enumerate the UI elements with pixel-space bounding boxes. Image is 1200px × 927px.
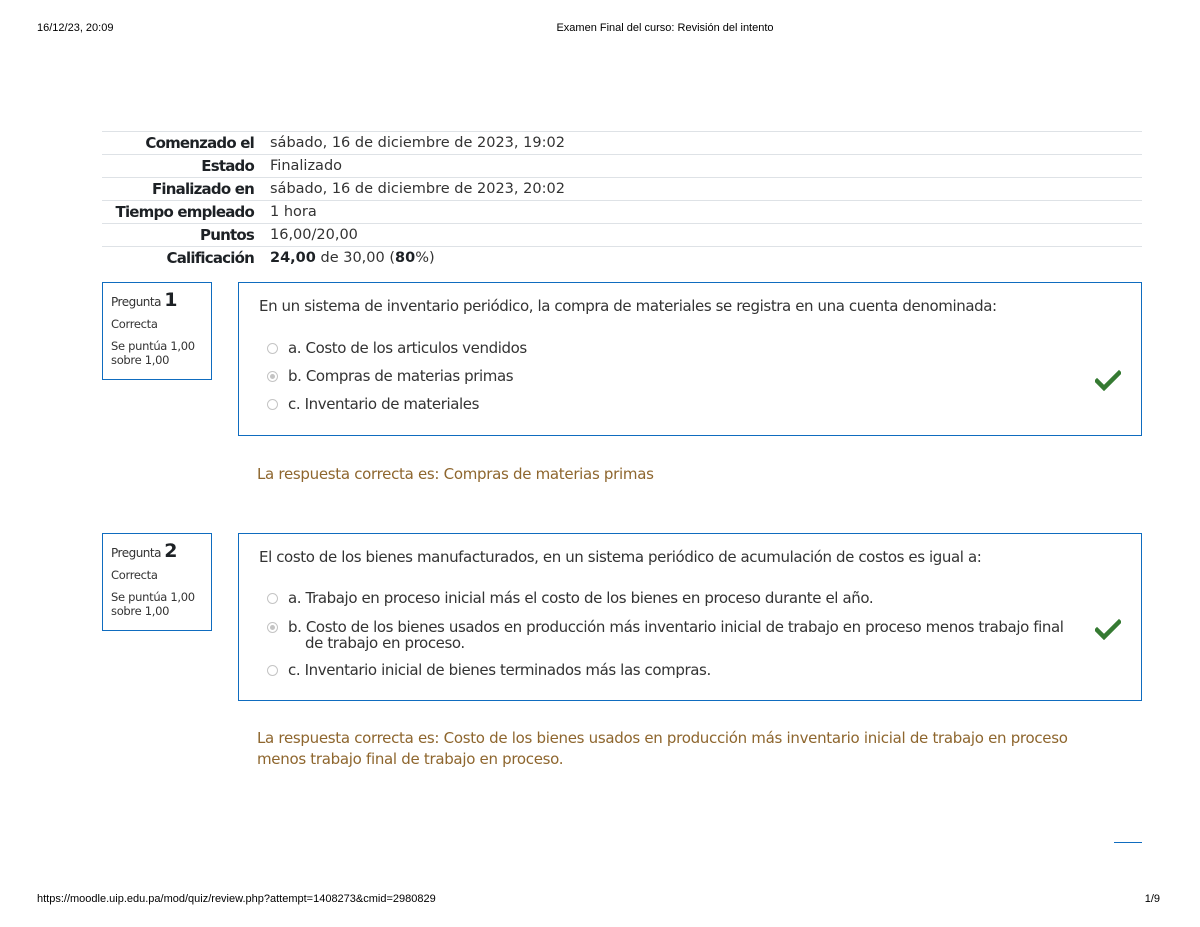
grade-score: 24,00 — [270, 250, 316, 266]
option-label-continuation: de trabajo en proceso. — [305, 634, 465, 652]
option-label: c. Inventario inicial de bienes terminados más las compras. — [288, 661, 711, 679]
question-number-line — [111, 289, 203, 311]
question-number: 2 — [164, 540, 178, 562]
question-state: Correcta — [111, 317, 158, 331]
answer-option-b[interactable] — [267, 618, 1107, 652]
answer-option-a[interactable] — [267, 589, 1107, 607]
question-grade: Se puntúa 1,00 sobre 1,00 — [111, 339, 195, 367]
right-answer-feedback: La respuesta correcta es: Compras de materias primas — [257, 465, 654, 483]
radio-button[interactable] — [267, 399, 278, 410]
question-content-2 — [238, 533, 1142, 701]
radio-button-selected[interactable] — [267, 622, 278, 633]
question-state: Correcta — [111, 568, 158, 582]
answer-option-c[interactable] — [267, 395, 1107, 413]
correct-check-icon — [1095, 369, 1121, 391]
right-answer-feedback: La respuesta correcta es: Costo de los bienes usados en producción más inventario inicial de trabajo en proceso menos trabajo final de trabajo en proceso. — [257, 729, 1068, 768]
summary-label: Tiempo empleado — [102, 201, 260, 224]
option-label: b. Compras de materias primas — [288, 367, 514, 385]
summary-label: Calificación — [102, 247, 260, 270]
summary-row — [102, 155, 1142, 178]
question-number: 1 — [164, 289, 178, 311]
option-label: a. Trabajo en proceso inicial más el costo de los bienes en proceso durante el año. — [288, 589, 874, 607]
summary-row — [102, 224, 1142, 247]
question-grade: Se puntúa 1,00 sobre 1,00 — [111, 590, 195, 618]
grade-tail: %) — [415, 250, 435, 266]
summary-grade-value — [260, 247, 1142, 270]
summary-value: sábado, 16 de diciembre de 2023, 19:02 — [260, 132, 1142, 155]
summary-row — [102, 132, 1142, 155]
summary-value: 16,00/20,00 — [260, 224, 1142, 247]
question-info-2 — [102, 533, 212, 631]
divider-line — [1114, 842, 1142, 843]
radio-button[interactable] — [267, 593, 278, 604]
summary-value: sábado, 16 de diciembre de 2023, 20:02 — [260, 178, 1142, 201]
print-url: https://moodle.uip.edu.pa/mod/quiz/review.php?attempt=1408273&cmid=2980829 — [37, 893, 436, 905]
option-label: c. Inventario de materiales — [288, 395, 480, 413]
question-info-1 — [102, 282, 212, 380]
question-prefix: Pregunta — [111, 295, 161, 309]
option-label: a. Costo de los articulos vendidos — [288, 339, 527, 357]
radio-button[interactable] — [267, 343, 278, 354]
answer-option-b[interactable] — [267, 367, 1107, 385]
summary-value: Finalizado — [260, 155, 1142, 178]
question-number-line — [111, 540, 203, 562]
answer-option-a[interactable] — [267, 339, 1107, 357]
radio-button[interactable] — [267, 665, 278, 676]
question-text: El costo de los bienes manufacturados, en un sistema periódico de acumulación de costos es igual a: — [259, 548, 982, 566]
summary-row — [102, 178, 1142, 201]
summary-row — [102, 201, 1142, 224]
summary-label: Estado — [102, 155, 260, 178]
summary-row-grade — [102, 247, 1142, 270]
summary-value: 1 hora — [260, 201, 1142, 224]
attempt-summary-table — [102, 131, 1142, 269]
print-page-number: 1/9 — [1144, 893, 1160, 905]
print-title: Examen Final del curso: Revisión del intento — [556, 22, 774, 34]
answer-option-c[interactable] — [267, 661, 1107, 679]
summary-label: Comenzado el — [102, 132, 260, 155]
question-prefix: Pregunta — [111, 546, 161, 560]
question-text: En un sistema de inventario periódico, la compra de materiales se registra en una cuenta denominada: — [259, 297, 997, 315]
grade-percent: 80 — [395, 250, 416, 266]
option-label: b. Costo de los bienes usados en producción más inventario inicial de trabajo en proceso menos trabajo final — [288, 618, 1064, 636]
summary-label: Finalizado en — [102, 178, 260, 201]
question-content-1 — [238, 282, 1142, 436]
grade-of-text: de 30,00 ( — [315, 250, 395, 266]
print-datetime: 16/12/23, 20:09 — [37, 22, 114, 34]
correct-check-icon — [1095, 618, 1121, 640]
radio-button-selected[interactable] — [267, 371, 278, 382]
summary-label: Puntos — [102, 224, 260, 247]
